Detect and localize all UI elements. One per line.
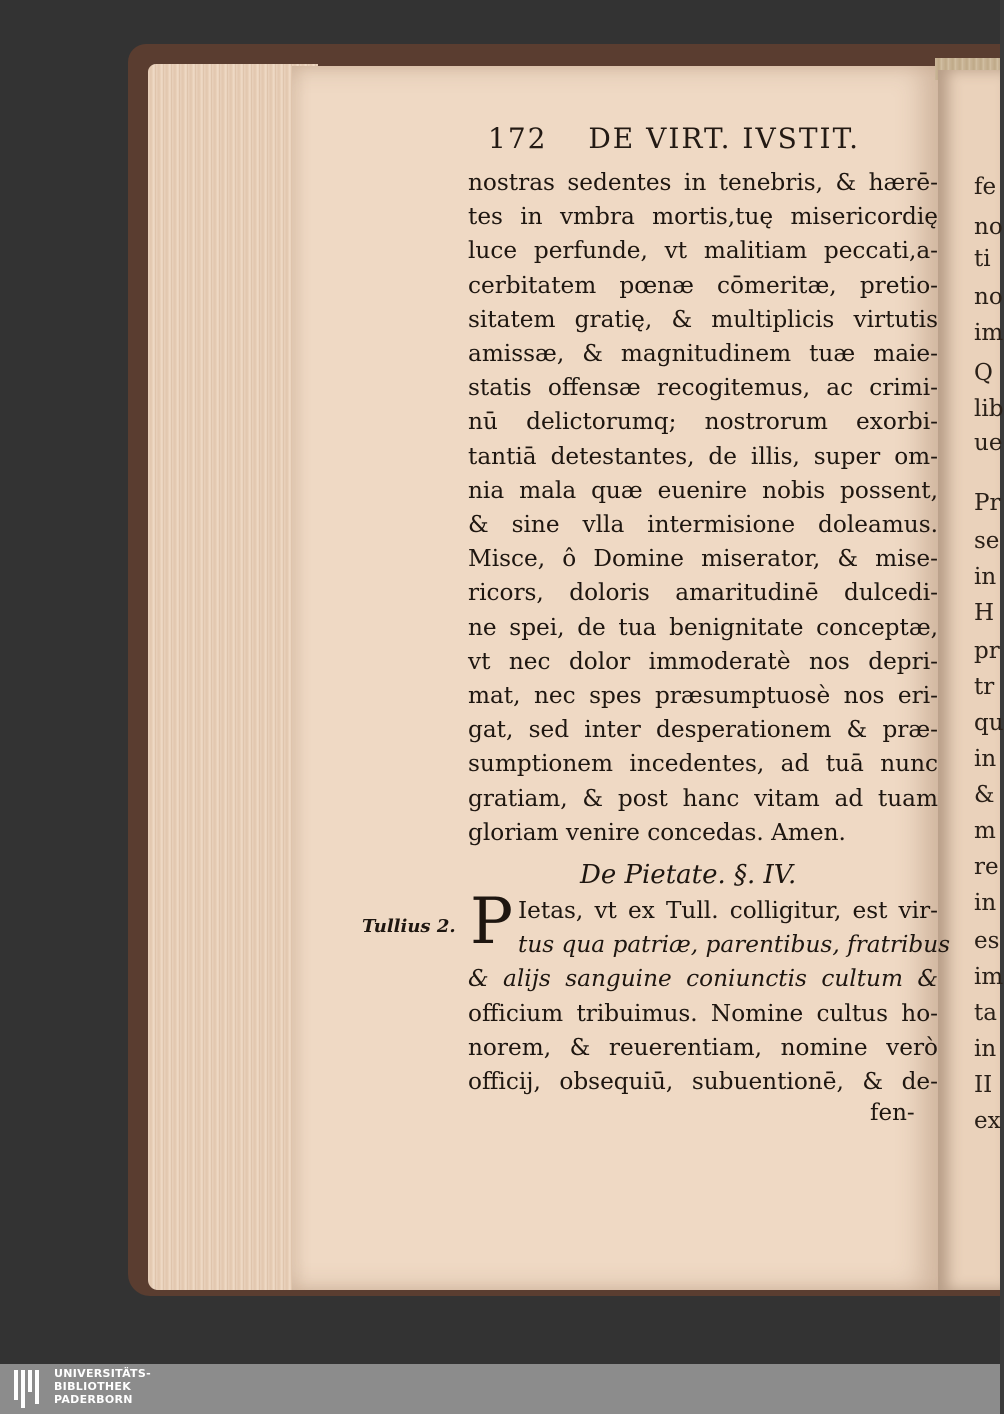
library-name-line: PADERBORN xyxy=(54,1393,133,1406)
text-line: gloriam venire concedas. Amen. xyxy=(468,818,846,846)
text-line: statis offensæ recogitemus, ac crimi- xyxy=(468,374,938,402)
text-line: vt nec dolor immoderatè nos depri- xyxy=(468,647,938,675)
facing-page-fragment: lib xyxy=(974,396,1004,422)
facing-page-fragment: ue xyxy=(974,430,1003,456)
running-title: DE VIRT. IVSTIT. xyxy=(588,122,861,155)
text-line: amissæ, & magnitudinem tuæ maie- xyxy=(468,340,938,368)
library-name-line: BIBLIOTHEK xyxy=(54,1380,132,1393)
library-logo-icon xyxy=(14,1370,46,1408)
text-line: officij, obsequiū, subuentionē, & de- xyxy=(468,1068,938,1096)
text-line: mat, nec spes præsumptuosè nos eri- xyxy=(468,682,938,710)
facing-page-fragment: Pr xyxy=(974,490,1001,516)
facing-page-fragment: m xyxy=(974,818,996,844)
facing-page-fragment: im xyxy=(974,964,1004,990)
facing-page-fragment: pr xyxy=(974,638,1000,664)
text-line: officium tribuimus. Nomine cultus ho- xyxy=(468,999,938,1027)
text-line: cerbitatem pœnæ cōmeritæ, pretio- xyxy=(468,271,938,299)
facing-page-fragment: no xyxy=(974,284,1003,310)
text-line: ne spei, de tua benignitate conceptæ, xyxy=(468,613,938,641)
facing-page-fragment: qu xyxy=(974,710,1004,736)
facing-page-fragment: in xyxy=(974,564,997,590)
facing-page-fragment: ta xyxy=(974,1000,997,1026)
facing-page-fragment: H xyxy=(974,600,995,626)
text-line: norem, & reuerentiam, nomine verò xyxy=(468,1033,938,1061)
text-line: nū delictorumq; nostrorum exorbi- xyxy=(468,408,938,436)
facing-page-fragment: II xyxy=(974,1072,993,1098)
section-title: De Pietate. §. IV. xyxy=(580,860,797,890)
facing-page-fragment: fe xyxy=(974,174,997,200)
facing-page-fragment: ex xyxy=(974,1108,1001,1134)
text-line: luce perfunde, vt malitiam peccati,a- xyxy=(468,237,938,265)
facing-page-fragment: re xyxy=(974,854,999,880)
library-name xyxy=(54,1367,151,1406)
facing-page-fragment: tr xyxy=(974,674,995,700)
text-line: tus qua patriæ, parentibus, fratribus xyxy=(518,931,951,959)
body-text xyxy=(468,166,938,850)
section-text xyxy=(468,894,951,1099)
text-line: Ietas, vt ex Tull. colligitur, est vir- xyxy=(518,897,938,924)
facing-page-fragment: im xyxy=(974,320,1004,346)
facing-page-fragment: es xyxy=(974,928,1000,954)
footer-bar xyxy=(0,1364,1000,1414)
margin-note: Tullius 2. xyxy=(362,916,456,937)
catchword: fen- xyxy=(870,1100,915,1126)
facing-page-fragment: & xyxy=(974,782,995,808)
page-number: 172 xyxy=(488,122,548,155)
facing-page-fragment: in xyxy=(974,746,997,772)
facing-page-fragment: ti xyxy=(974,246,991,272)
text-line: gratiam, & post hanc vitam ad tuam xyxy=(468,784,938,812)
facing-page-fragment: in xyxy=(974,890,997,916)
running-head xyxy=(488,122,860,155)
drop-cap: P xyxy=(470,885,514,959)
facing-page-fragment: Q xyxy=(974,360,993,386)
text-line: nia mala quæ euenire nobis possent, xyxy=(468,476,938,504)
text-line: sitatem gratię, & multiplicis virtutis xyxy=(468,305,938,333)
text-line: Misce, ô Domine miserator, & mise- xyxy=(468,545,938,573)
text-line: ricors, doloris amaritudinē dulcedi- xyxy=(468,579,938,607)
text-line: tantiā detestantes, de illis, super om- xyxy=(468,442,938,470)
text-line: tes in vmbra mortis,tuę misericordię xyxy=(468,203,938,231)
text-line: & sine vlla intermisione doleamus. xyxy=(468,511,938,539)
library-name-line: UNIVERSITÄTS- xyxy=(54,1367,151,1380)
text-line: sumptionem incedentes, ad tuā nunc xyxy=(468,750,938,778)
text-line: & alijs sanguine coniunctis cultum & xyxy=(468,965,938,993)
facing-page xyxy=(938,70,1004,1290)
text-line: nostras sedentes in tenebris, & hærē- xyxy=(468,169,938,196)
text-line: gat, sed inter desperationem & præ- xyxy=(468,716,938,744)
facing-page-fragment: no xyxy=(974,214,1003,240)
facing-page-fragment: in xyxy=(974,1036,997,1062)
facing-page-fragment: se xyxy=(974,528,1000,554)
